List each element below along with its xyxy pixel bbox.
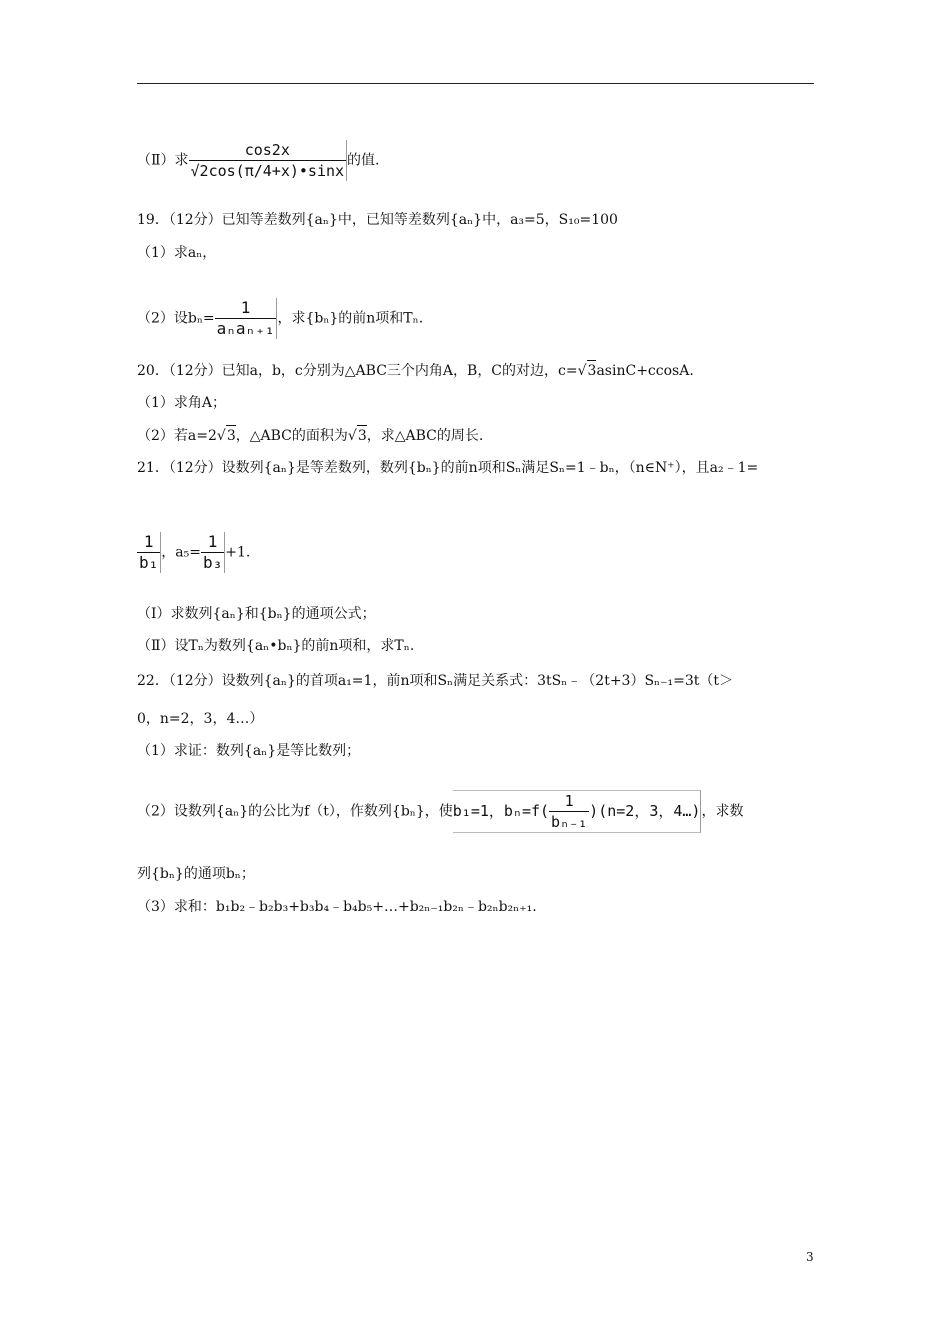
q22-formula [453, 790, 702, 833]
q19-frac-num: 1 [215, 298, 277, 319]
header-rule [137, 83, 814, 84]
q22-formula-b: )(n=2，3，4…) [589, 802, 701, 820]
q19-fraction [215, 298, 278, 339]
q20-stem-c: asinC+ccosA. [596, 363, 694, 379]
q21-frac2 [201, 532, 225, 573]
q22-stem-line1: 22．（12分）设数列{aₙ}的首项a₁=1，前n项和Sₙ满足关系式：3tSₙ﹣（2t+3）Sₙ₋₁=3t（t＞ [137, 673, 733, 689]
q18-numerator: cos2x [189, 140, 347, 161]
q18-denominator: √2cos(π/4+x)•sinx [190, 162, 345, 180]
q18-suffix: 的值. [347, 152, 380, 169]
q20-p2-c: ，△ABC的面积为 [235, 428, 348, 444]
q21-frac2-den: b₃ [202, 553, 223, 572]
q21-frac1 [137, 532, 161, 573]
q21-part2: （Ⅱ）设Tₙ为数列{aₙ•bₙ}的前n项和，求Tₙ. [137, 638, 415, 654]
q21-tail: +1. [225, 544, 251, 561]
q20-part1: （1）求角A； [137, 395, 227, 411]
q22-part3: （3）求和：b₁b₂﹣b₂b₃+b₃b₄﹣b₄b₅+…+b₂ₙ₋₁b₂ₙ﹣b₂ₙb₂ₙ₊₁. [137, 899, 537, 915]
q22-part1: （1）求证：数列{aₙ}是等比数列； [137, 743, 361, 759]
q19-p2-suffix: ，求{bₙ}的前n项和Tₙ. [277, 310, 424, 327]
q20-stem-a: 20．（12分）已知a，b，c分别为△ABC三个内角A，B，C的对边，c= [137, 363, 578, 379]
page-number: 3 [806, 1250, 814, 1264]
q20-p2-a: （2）若a=2 [137, 428, 217, 444]
q18-formula [189, 140, 348, 181]
q18-part2 [137, 140, 380, 181]
q22-formula-a: b₁=1，bₙ=f( [452, 802, 550, 820]
q21-frac1-num: 1 [137, 532, 160, 553]
q19-frac-den: aₙaₙ₊₁ [216, 319, 275, 338]
q22-part2 [137, 790, 743, 833]
q19-stem: 19．（12分）已知等差数列{aₙ}中，已知等差数列{aₙ}中，a₃=5，S₁₀=100 [137, 212, 618, 228]
q21-part1: （Ⅰ）求数列{aₙ}和{bₙ}的通项公式； [137, 606, 376, 622]
q22-stem-line2: 0，n=2，3，4…） [137, 711, 264, 727]
q20-part2: （2）若a=2√3，△ABC的面积为√3，求△ABC的周长. [137, 425, 483, 446]
q21-frac2-num: 1 [201, 532, 224, 553]
q21-frac1-den: b₁ [139, 553, 159, 572]
q22-formula-num: 1 [549, 791, 589, 812]
q19-p2-prefix: （2）设bₙ= [137, 310, 215, 327]
q20-p2-sqrt3-b: 3 [357, 425, 367, 446]
q22-part2-cont: 列{bₙ}的通项bₙ； [137, 866, 255, 882]
q18-prefix: （Ⅱ）求 [137, 152, 189, 169]
q19-part1: （1）求aₙ， [137, 245, 217, 261]
q21-stem: 21．（12分）设数列{aₙ}是等差数列，数列{bₙ}的前n项和Sₙ满足Sₙ=1﹣bₙ，（n∈N⁺），且a₂﹣1= [137, 460, 759, 476]
q21-mid: ，a₅= [161, 544, 201, 561]
q19-part2 [137, 298, 423, 339]
q21-fractions [137, 532, 250, 573]
q20-stem: 20．（12分）已知a，b，c分别为△ABC三个内角A，B，C的对边，c=√3asinC+ccosA. [137, 360, 694, 381]
q22-formula-den: bₙ₋₁ [551, 813, 588, 831]
q20-sqrt3: 3 [587, 360, 597, 381]
q22-p2-suffix: ，求数 [701, 803, 744, 820]
q22-p2-prefix: （2）设数列{aₙ}的公比为f（t），作数列{bₙ}，使 [137, 803, 453, 820]
q20-p2-e: ，求△ABC的周长. [366, 428, 484, 444]
q20-p2-sqrt3-a: 3 [226, 425, 236, 446]
